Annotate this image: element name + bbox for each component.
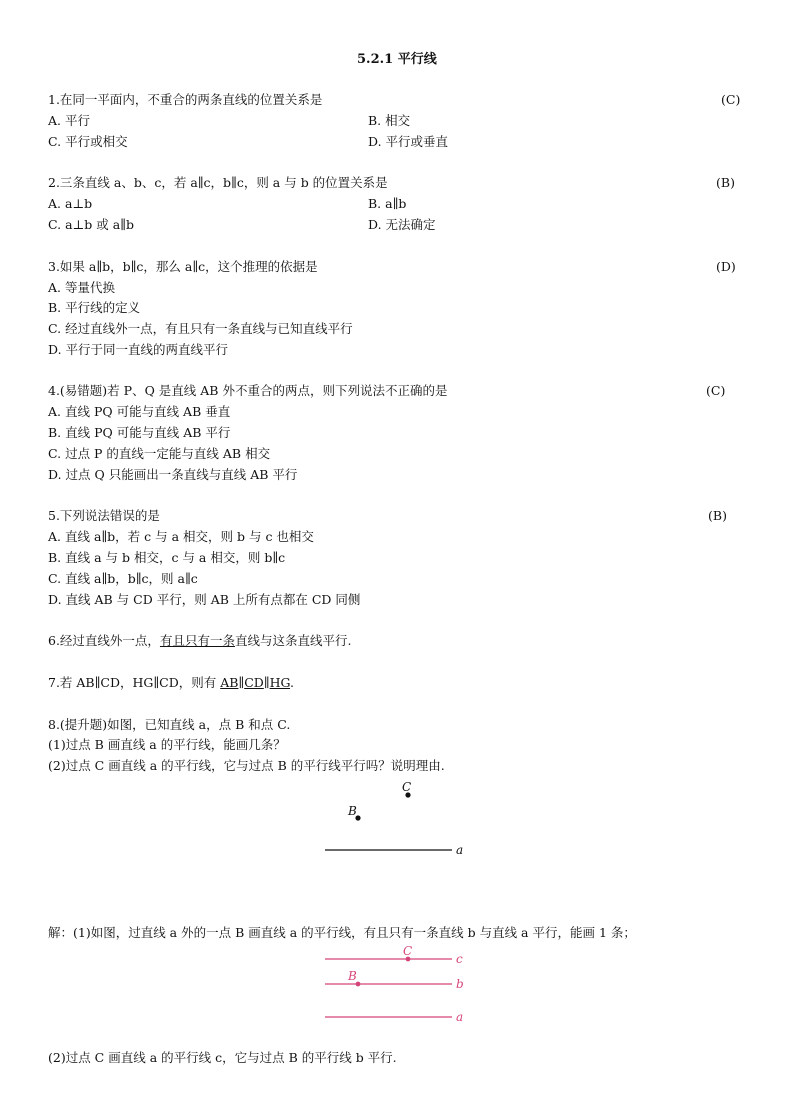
question-2-answer: (B) — [716, 175, 735, 190]
question-1-option-b: B. 相交 — [368, 113, 411, 128]
question-7-sep-1: ∥ — [238, 675, 245, 690]
question-1-option-a: A. 平行 — [48, 113, 90, 128]
question-2-option-b: B. a∥b — [368, 196, 407, 211]
question-3-answer: (D) — [716, 259, 736, 274]
question-8-part-1: (1)过点 B 画直线 a 的平行线，能画几条？ — [48, 737, 286, 752]
question-1-option-d: D. 平行或垂直 — [368, 134, 449, 149]
question-3-stem: 3.如果 a∥b，b∥c，那么 a∥c，这个推理的依据是 — [48, 259, 318, 274]
question-5-option-c: C. 直线 a∥b，b∥c，则 a∥c — [48, 571, 198, 586]
question-7-sep-2: ∥ — [263, 675, 270, 690]
question-5-option-b: B. 直线 a 与 b 相交，c 与 a 相交，则 b∥c — [48, 550, 286, 565]
question-2-option-d: D. 无法确定 — [368, 217, 436, 232]
question-7-blank-2: CD — [244, 675, 264, 690]
solution-part-1: 解：(1)如图，过直线 a 外的一点 B 画直线 a 的平行线，有且只有一条直线 b 与直线 a 平行，能画 1 条； — [48, 925, 636, 940]
question-3-option-c: C. 经过直线外一点，有且只有一条直线与已知直线平行 — [48, 321, 353, 336]
point-c-label: C — [402, 780, 412, 794]
question-5-answer: (B) — [708, 508, 727, 523]
question-1-stem: 1.在同一平面内，不重合的两条直线的位置关系是 — [48, 92, 323, 107]
question-6-blank: 有且只有一条 — [159, 633, 235, 648]
solution-part-2: (2)过点 C 画直线 a 的平行线 c，它与过点 B 的平行线 b 平行. — [48, 1050, 397, 1065]
question-5-stem: 5.下列说法错误的是 — [48, 508, 160, 523]
point-b-label: B — [348, 804, 357, 818]
line-b-label: b — [456, 977, 464, 991]
question-5-option-a: A. 直线 a∥b，若 c 与 a 相交，则 b 与 c 也相交 — [48, 529, 314, 544]
question-2-stem: 2.三条直线 a、b、c，若 a∥c，b∥c，则 a 与 b 的位置关系是 — [48, 175, 388, 190]
question-4-option-b: B. 直线 PQ 可能与直线 AB 平行 — [48, 425, 231, 440]
line-a-label: a — [456, 843, 464, 857]
question-8-stem: 8.(提升题)如图，已知直线 a，点 B 和点 C. — [48, 717, 291, 732]
question-4-answer: (C) — [706, 383, 726, 398]
question-8-part-2: (2)过点 C 画直线 a 的平行线，它与过点 B 的平行线平行吗？说明理由. — [48, 758, 445, 773]
question-2-option-c: C. a⊥b 或 a∥b — [48, 217, 134, 232]
question-4-option-d: D. 过点 Q 只能画出一条直线与直线 AB 平行 — [48, 467, 298, 482]
question-7-blank-1: AB — [220, 675, 239, 690]
page-title: 5.2.1 平行线 — [357, 52, 437, 67]
question-7-end: . — [290, 675, 295, 690]
question-4-option-a: A. 直线 PQ 可能与直线 AB 垂直 — [48, 404, 231, 419]
line-c-label: c — [456, 952, 463, 966]
question-1-answer: (C) — [721, 92, 741, 107]
question-4-stem: 4.(易错题)若 P、Q 是直线 AB 外不重合的两点，则下列说法不正确的是 — [48, 383, 448, 398]
question-6-prefix: 6.经过直线外一点， — [48, 633, 160, 648]
question-3-option-b: B. 平行线的定义 — [48, 300, 141, 315]
question-1-option-c: C. 平行或相交 — [48, 134, 128, 149]
solution-point-c-label: C — [403, 944, 413, 958]
question-7-blank-3: HG — [269, 675, 291, 690]
question-5-option-d: D. 直线 AB 与 CD 平行，则 AB 上所有点都在 CD 同侧 — [48, 592, 361, 607]
solution-point-b-label: B — [348, 969, 357, 983]
question-6-suffix: 直线与这条直线平行. — [234, 633, 352, 648]
question-7-prefix: 7.若 AB∥CD，HG∥CD，则有 — [48, 675, 221, 690]
question-4-option-c: C. 过点 P 的直线一定能与直线 AB 相交 — [48, 446, 271, 461]
question-2-option-a: A. a⊥b — [48, 196, 93, 211]
question-3-option-d: D. 平行于同一直线的两直线平行 — [48, 342, 229, 357]
solution-line-a-label: a — [456, 1010, 464, 1024]
question-3-option-a: A. 等量代换 — [48, 280, 115, 295]
